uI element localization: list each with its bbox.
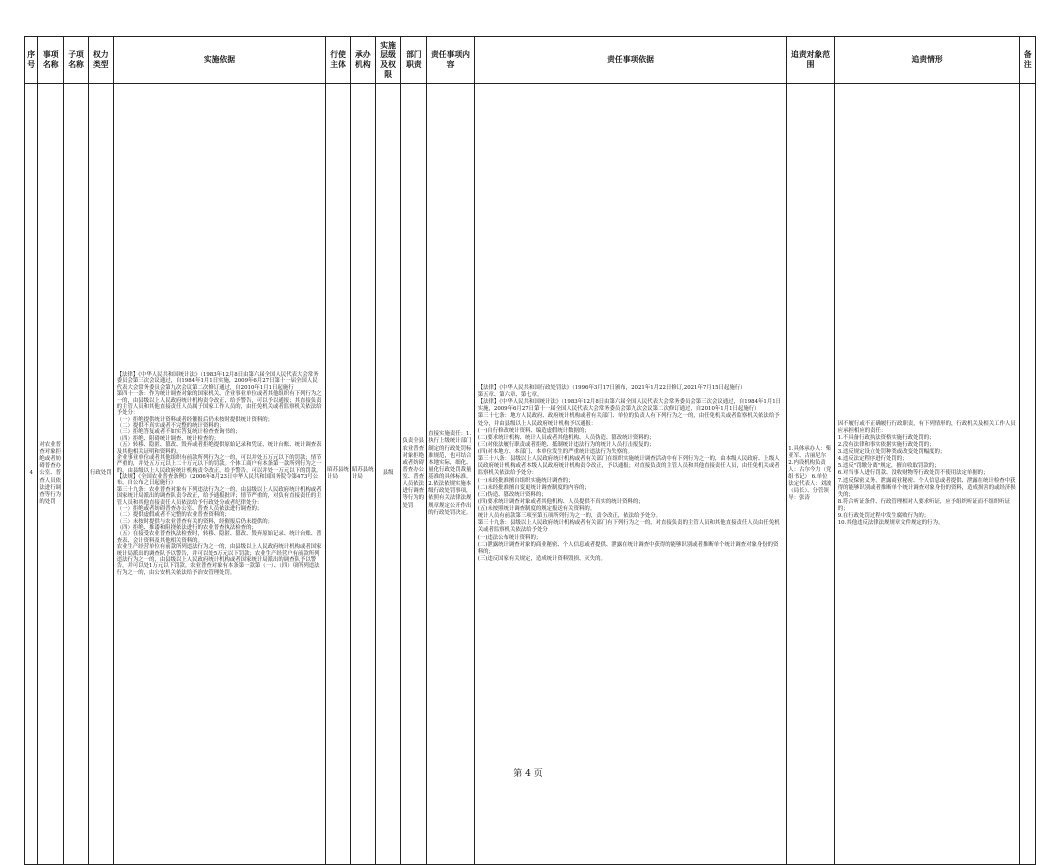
- cell-dept-duty: 负责全县农业普查对象拒绝或者妨碍普查办公室、普查人员依法进行调查等行为的处罚: [401, 84, 427, 865]
- cell-remarks: [1020, 84, 1036, 865]
- situation-line: 6.对当事人进行罚款、没收财物等行政处罚不使用法定单据的；: [837, 470, 989, 477]
- cell-sub-item-name: [64, 84, 89, 865]
- basis-line: （三）未按时提供与农业普查有关的资料，经催报后仍未提供的；: [116, 518, 274, 525]
- duty-basis-line: (三)伪造、篡改统计资料的；: [477, 491, 547, 498]
- situation-line: 5.违反"罚缴分离"规定，擅自收取罚款的；: [837, 463, 940, 470]
- cell-accountable-situation: [834, 84, 1020, 865]
- duty-basis-line: 【法律】《中华人民共和国统计法》（1983年12月8日由第六届全国人民代表大会常务委员会第三次会议通过，自1984年1月1日实施，2009年6月27日第十一届全国人民代表大会常务委员会第九次会议第二次修订通过，自2010年1月1日起施行）: [477, 399, 782, 413]
- situation-line: 7.违反保密义务，泄露商业秘密、个人信息或者提供、泄露在统计检查中获得的能够识别或者推断单个统计调查对象身份的资料，造成损害的或经济损失的；: [837, 477, 1016, 498]
- header-accountable-scope: 追责对象范围: [787, 37, 834, 84]
- basis-line: 第四十一条：作为统计调查对象的国家机关、企业事业单位或者其他组织有下列行为之一的，由县级以上人民政府统计机构责令改正，给予警告，可以予以通报；其直接负责的主管人员和其他直接责任人员属于国家工作人员的，由任免机关或者监察机关依法给予处分：: [116, 391, 322, 417]
- duty-basis-line: (四)要求统计调查对象或者其他机构、人员提供不真实的统计资料的；: [477, 498, 644, 505]
- header-duty-basis: 责任事项依据: [474, 37, 787, 84]
- cell-duty-content: 直接实施责任：1.执行上级统计部门制定的行政处罚标准规范，也可结合本地实际，细化、量化行政处罚裁量基准的具体标准。2.依法依规实施本级行政处罚事项，依照有关法律法规规章规定公开作出的行政处罚决定。: [427, 84, 474, 865]
- duty-basis-line: 第三十七条：地方人民政府、政府统计机构或者有关部门、单位的负责人有下列行为之一的，由任免机关或者监察机关依法给予处分，并由县级以上人民政府统计机构予以通报：: [477, 413, 780, 427]
- header-accountable-situation: 追责情形: [834, 37, 1020, 84]
- header-row: [25, 37, 1036, 84]
- duty-basis-line: 统计人员有前款第三项至第五项所列行为之一的，责令改正，依法给予处分。: [477, 513, 662, 520]
- situation-line: 9.在行政处罚过程中发生腐败行为的；: [837, 513, 930, 520]
- header-subject: 行使主体: [326, 37, 351, 84]
- basis-line: （四）拒绝、推诿和阻挠依法进行的农业普查执法检查的；: [116, 525, 257, 531]
- duty-basis-line: (一)违法公布统计资料的；: [477, 534, 542, 541]
- duty-basis-line: (一)未经批准擅自组织实施统计调查的；: [477, 477, 574, 484]
- basis-line: 【法律】《中华人民共和国统计法》（1983年12月8日由第六届全国人民代表大会常务委员会第三次会议通过，自1984年1月1日实施，2009年6月27日第十一届全国人民代表大会常务委员会第九次会议第二次修订通过，自2010年1月1日起施行: [116, 372, 319, 391]
- duty-basis-line: (二)泄露统计调查对象的商业秘密、个人信息或者提供、泄露在统计调查中获得的能够识别或者推断单个统计调查对象身份的资料的；: [477, 541, 779, 555]
- header-level: 实施层级及权限: [375, 37, 401, 84]
- cell-basis: [113, 84, 326, 865]
- basis-line: （三）拒绝答复或者不如实答复统计检查查询书的；: [116, 429, 241, 436]
- cell-subject: 昭苏县统计局: [326, 84, 351, 865]
- basis-line: （四）拒绝、阻碍统计调查、统计检查的；: [116, 435, 220, 442]
- situation-line: 2.没有法律和事实依据实施行政处罚的；: [837, 441, 935, 448]
- duty-basis-line: (三)违反国家有关规定，造成统计资料毁损、灭失的。: [477, 555, 606, 562]
- basis-line: 企业事业单位或者其他组织有前款所列行为之一的，可以并处五万元以下的罚款；情节严重的，并处五万元以上二十万元以下的罚款。个体工商户有本条第一款所列行为之一的，由县级以上人民政府统计机构责令改正，给予警告，可以并处一万元以下的罚款。: [116, 454, 322, 474]
- duty-basis-line: 【法律】《中华人民共和国行政处罚法》（1996年3月17日颁布，2021年1月22日修订,2021年7月15日起施行）: [477, 384, 746, 391]
- cell-accountable-scope: 1.具体承办人：柴亚军、古丽尼尔 2.内设机构负责人：古尔今力（党组书记） 6.单位法定代表人：刘波（局长）、分管领导：张涛: [787, 84, 834, 865]
- header-dept-duty: 部门职责: [401, 37, 427, 84]
- basis-line: （五）在接受农业普查执法检查时，转移、隐匿、篡改、毁弃原始记录、统计台账、普查表、会计资料及其他相关资料的。: [116, 531, 322, 544]
- duty-basis-line: 第三十九条：县级以上人民政府统计机构或者有关部门有下列行为之一的，对直接负责的主管人员和其他直接责任人员由任免机关或者监察机关依法给予处分: [477, 520, 780, 534]
- cell-seq: 4: [25, 84, 38, 865]
- situation-line: 3.违反规定设立处罚种类或改变处罚幅度的；: [837, 449, 946, 456]
- basis-line: 农业生产经营单位有前款所列违法行为之一的，由县级以上人民政府统计机构或者国家统计局派出的调查队予以警告，并可以处5万元以下罚款；农业生产经营户有前款所列违法行为之一的，由县级以上人民政府统计机构或者国家统计局派出的调查队予以警告，并可以处1万元以下罚款。农业普查对象有本条第一款第（一）、（四）项所列违法行为之一的，由公安机关依法给予治安管理处罚。: [116, 544, 322, 576]
- cell-duty-basis: [474, 84, 787, 865]
- header-remarks: 备注: [1020, 37, 1036, 84]
- duty-list-table: [24, 36, 1036, 865]
- basis-line: 第三十九条：农业普查对象有下列违法行为之一的，由县级以上人民政府统计机构或者国家统计局派出的调查队责令改正，给予通报批评；情节严重的，对负有直接责任的主管人员和其他直接责任人员依法给予行政处分或者纪律处分：: [116, 486, 322, 506]
- duty-basis-line: 第三十八条：县级以上人民政府统计机构或者有关部门在组织实施统计调查活动中有下列行为之一的，由本级人民政府、上级人民政府统计机构或者本级人民政府统计机构责令改正，予以通报；对直接负责的主管人员和其他直接责任人员，由任免机关或者监察机关依法给予处分：: [477, 456, 780, 477]
- basis-line: （五）转移、隐匿、篡改、毁弃或者拒绝提供原始记录和凭证、统计台账、统计调查表及其他相关证明和资料的。: [116, 442, 322, 455]
- duty-basis-line: (一)自行修改统计资料、编造虚假统计数据的；: [477, 427, 590, 434]
- cell-power-type: 行政处罚: [88, 84, 113, 865]
- situation-line: 因不履行或不正确履行行政职责，有下列情形的，行政机关及相关工作人员应承担相应的责任：: [837, 420, 1016, 434]
- basis-line: （二）提供不真实或者不完整的统计资料的；: [116, 423, 225, 429]
- duty-basis-line: (二)未经批准擅自变更统计调查制度的内容的；: [477, 484, 590, 491]
- header-org: 承办机构: [350, 37, 375, 84]
- situation-line: 8.符合听证条件、行政管理相对人要求听证，应予组织听证而不组织听证的；: [837, 498, 1011, 513]
- header-basis: 实施依据: [113, 37, 326, 84]
- duty-basis-line: (二)要求统计机构、统计人员或者其他机构、人员伪造、篡改统计资料的；: [477, 434, 655, 441]
- basis-line: （一）拒绝或者妨碍普查办公室、普查人员依法进行调查的；: [116, 505, 263, 512]
- duty-basis-line: 第五章、第六章、第七章。: [477, 392, 543, 399]
- header-sub-item-name: 子项名称: [64, 37, 89, 84]
- situation-line: 1.不具备行政执法资格实施行政处罚的；: [837, 434, 935, 441]
- duty-basis-line: (四)对本地方、本部门、本单位发生的严重统计违法行为失察的。: [477, 449, 633, 456]
- cell-org: 昭苏县统计局: [350, 84, 375, 865]
- table-row: [25, 84, 1036, 865]
- duty-basis-line: (五)未按照统计调查制度的规定报送有关资料的。: [477, 506, 596, 513]
- header-item-name: 事项名称: [38, 37, 64, 84]
- cell-item-name: 对农业普查对象拒绝或者妨碍普查办公室、普查人员依法进行调查等行为的处罚: [38, 84, 64, 865]
- basis-line: （二）提供虚假或者不完整的农业普查资料的；: [116, 512, 230, 519]
- situation-line: 10.其他违反法律法规规章文件规定的行为。: [837, 520, 944, 527]
- basis-line: 【法规】《全国农业普查条例》（2006年8月23日中华人民共和国国务院令第473号公布，自公布之日起施行）: [116, 474, 319, 487]
- cell-level: 县级: [375, 84, 401, 865]
- header-power-type: 权力类型: [88, 37, 113, 84]
- basis-line: （一）拒绝提供统计资料或者经催报后仍未按时提供统计资料的；: [116, 416, 274, 423]
- header-seq: 序号: [25, 37, 38, 84]
- situation-line: 4.违反法定程序进行处罚的；: [837, 456, 908, 463]
- duty-basis-line: (三)对依法履行职责或者拒绝、抵制统计违法行为的统计人员打击报复的；: [477, 441, 655, 448]
- page-number: 第 4 页: [513, 769, 543, 779]
- header-duty-content: 责任事项内容: [427, 37, 474, 84]
